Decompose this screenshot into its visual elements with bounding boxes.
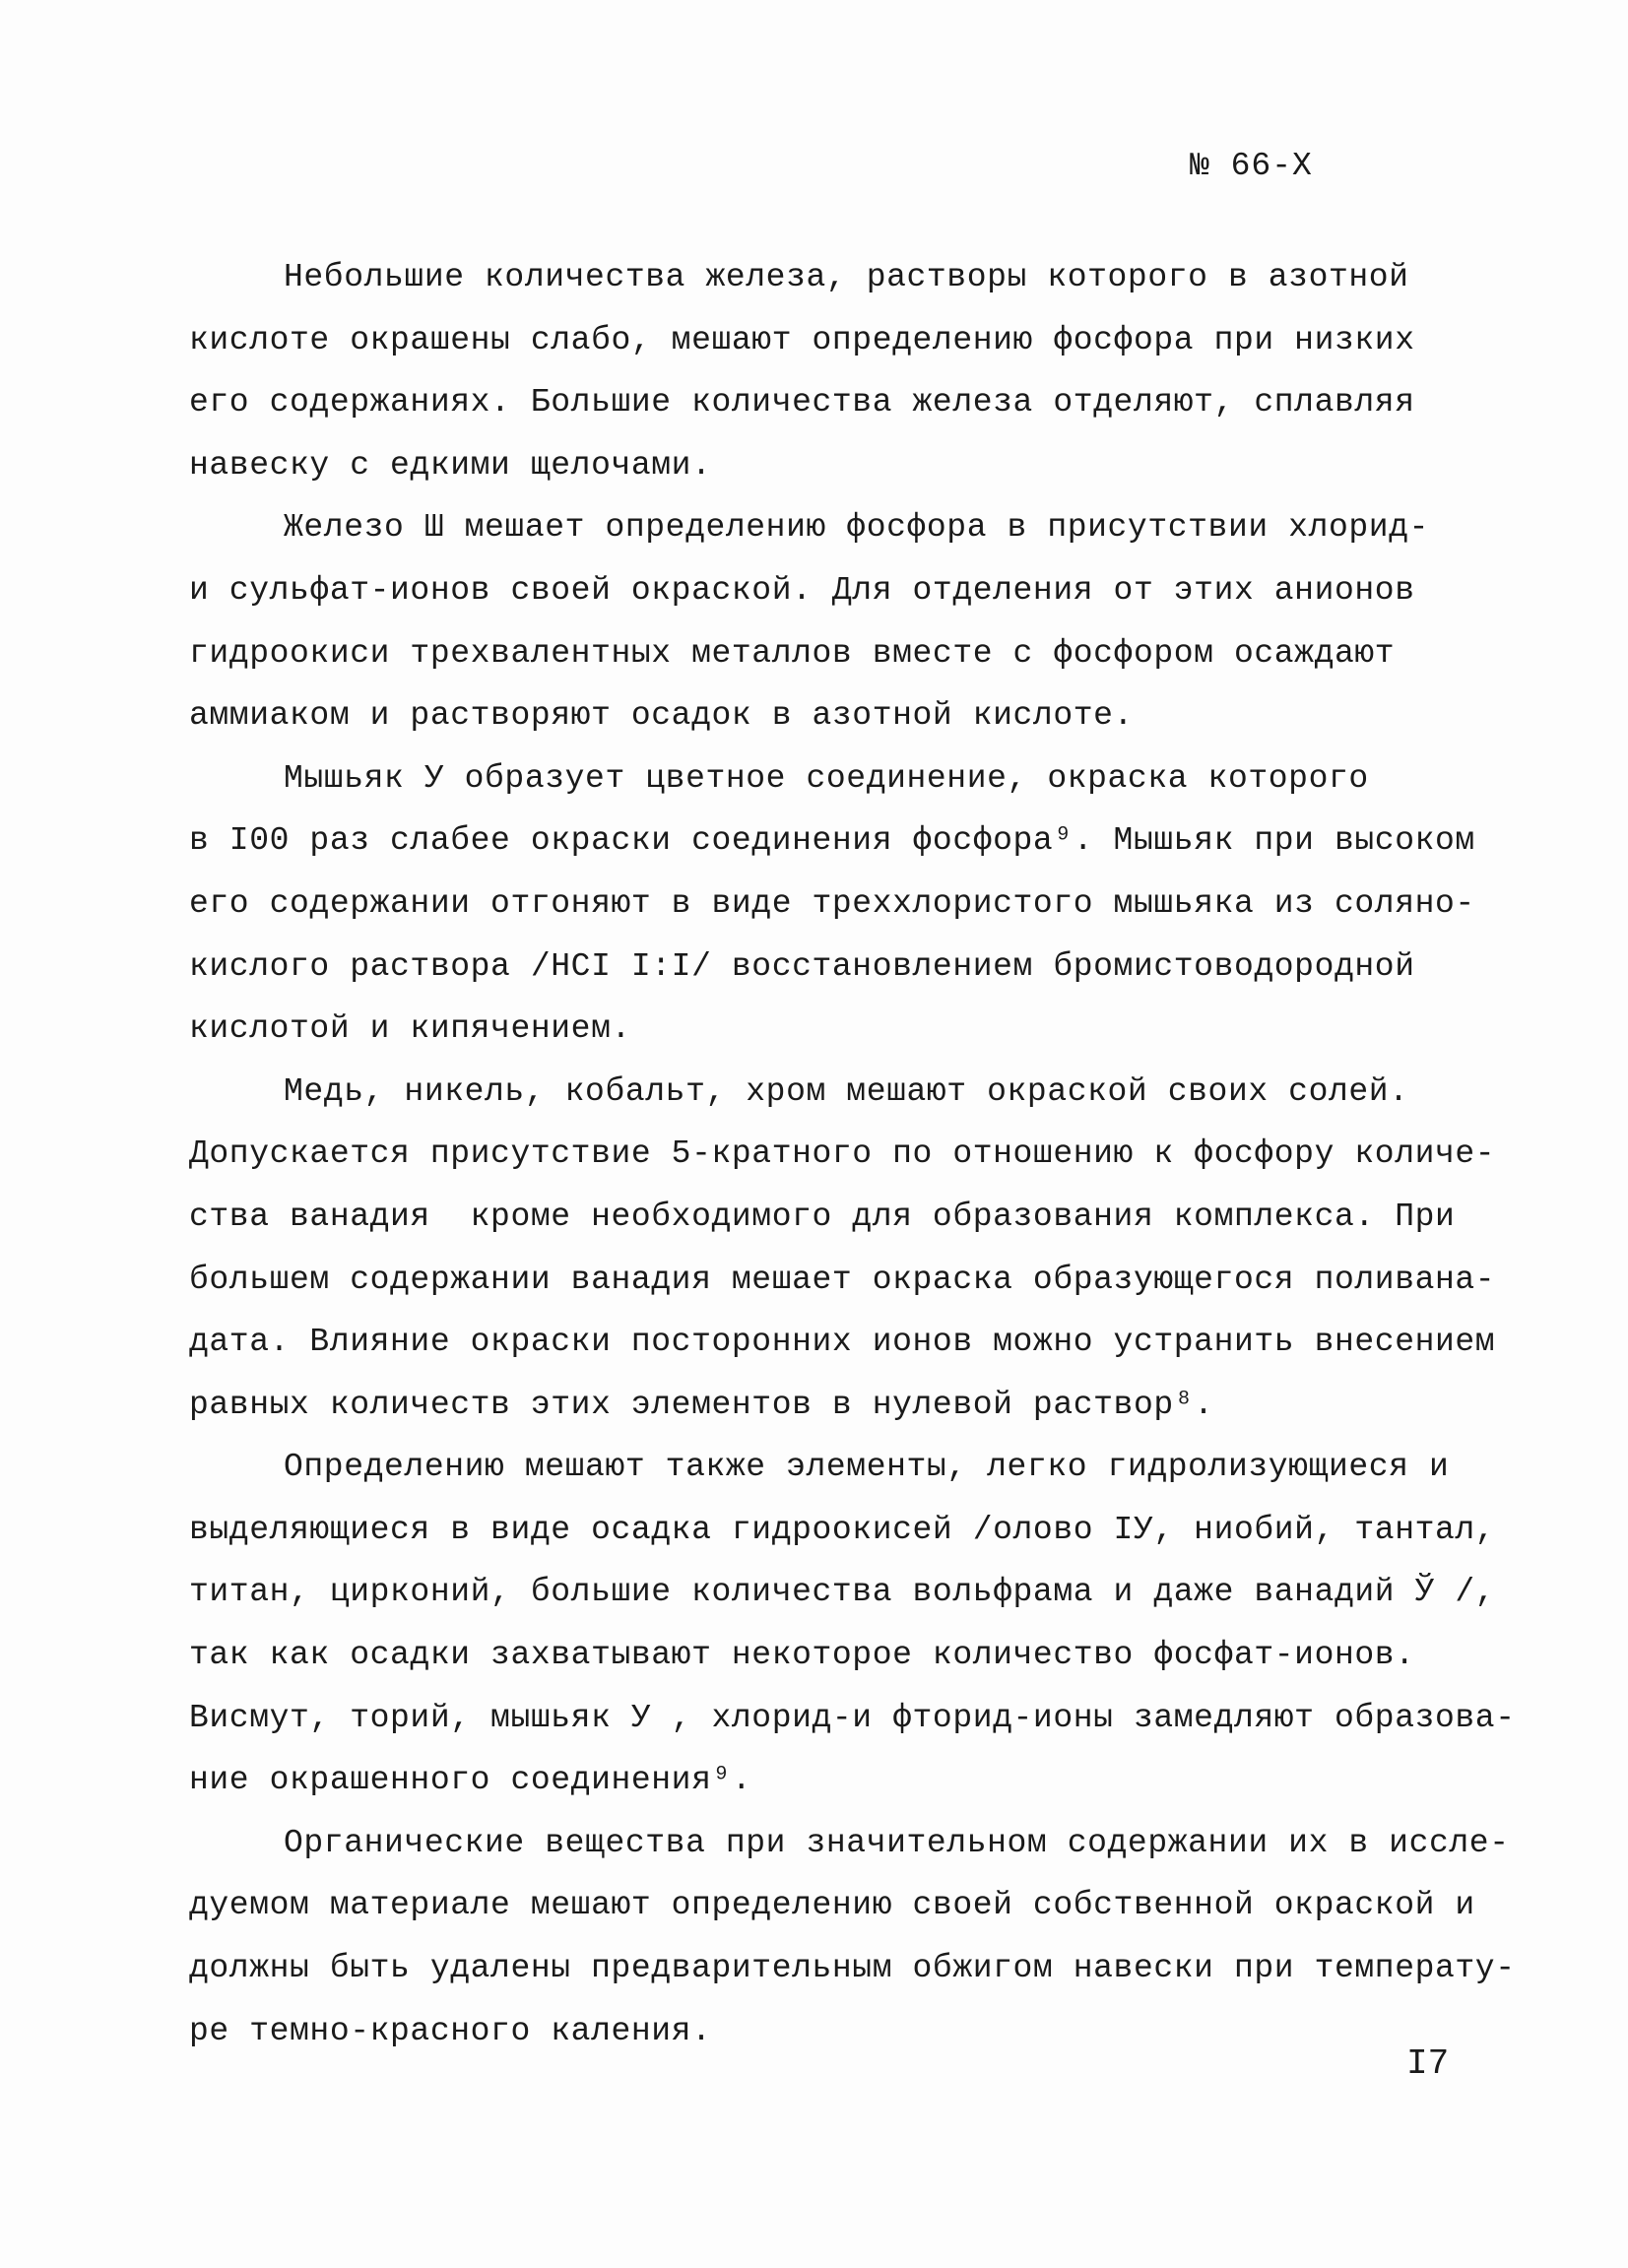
text-line: Медь, никель, кобальт, хром мешают окраской своих солей. xyxy=(284,1072,1409,1110)
text-line: Небольшие количества железа, растворы которого в азотной xyxy=(284,259,1409,295)
page-number: I7 xyxy=(1406,2043,1450,2084)
text-line: в I00 раз слабее окраски соединения фосфора⁹. Мышьяк при высоком xyxy=(189,822,1475,860)
text-line: большем содержании ванадия мешает окраска образующегося поливана- xyxy=(189,1261,1496,1298)
text-line: Мышьяк У образует цветное соединение, окраска которого xyxy=(284,759,1369,797)
text-line: кислого раствора /HCI I:I/ восстановлением бромистоводородной xyxy=(189,947,1415,985)
text-line: должны быть удалены предварительным обжигом навески при температу- xyxy=(189,1950,1516,1987)
text-line: его содержании отгоняют в виде треххлористого мышьяка из соляно- xyxy=(189,884,1475,922)
text-line: аммиаком и растворяют осадок в азотной кислоте. xyxy=(189,697,1134,735)
text-line: дуемом материале мешают определению своей собственной окраской и xyxy=(189,1887,1475,1924)
text-line: титан, цирконий, большие количества вольфрама и даже ванадий Ў /, xyxy=(189,1574,1496,1611)
text-line: Органические вещества при значительном содержании их в иссле- xyxy=(284,1824,1510,1861)
document-number: № 66-X xyxy=(1190,148,1313,184)
text-line: и сульфат-ионов своей окраской. Для отделения от этих анионов xyxy=(189,571,1415,609)
text-line: его содержаниях. Большие количества железа отделяют, сплавляя xyxy=(189,384,1415,421)
text-line: навеску с едкими щелочами. xyxy=(189,446,712,484)
body-text xyxy=(189,246,1516,2062)
text-line: кислотой и кипячением. xyxy=(189,1010,631,1048)
text-line: равных количеств этих элементов в нулевой раствор⁸. xyxy=(189,1386,1214,1423)
text-line: Определению мешают также элементы, легко гидролизующиеся и xyxy=(284,1449,1450,1486)
text-line: Допускается присутствие 5-кратного по отношению к фосфору количе- xyxy=(189,1135,1496,1173)
text-line: так как осадки захватывают некоторое количество фосфат-ионов. xyxy=(189,1637,1415,1674)
text-line: Железо Ш мешает определению фосфора в присутствии хлорид- xyxy=(284,509,1429,547)
text-line: ства ванадия кроме необходимого для образования комплекса. При xyxy=(189,1198,1456,1235)
text-line: выделяющиеся в виде осадка гидроокисей /олово IУ, ниобий, тантал, xyxy=(189,1511,1496,1548)
text-line: кислоте окрашены слабо, мешают определению фосфора при низких xyxy=(189,321,1415,358)
text-line: гидроокиси трехвалентных металлов вместе с фосфором осаждают xyxy=(189,634,1396,672)
text-line: ре темно-красного каления. xyxy=(189,2012,712,2049)
text-line: Висмут, торий, мышьяк У , хлорид-и фторид-ионы замедляют образова- xyxy=(189,1699,1516,1736)
text-line: дата. Влияние окраски посторонних ионов можно устранить внесением xyxy=(189,1324,1496,1361)
text-line: ние окрашенного соединения⁹. xyxy=(189,1762,752,1799)
